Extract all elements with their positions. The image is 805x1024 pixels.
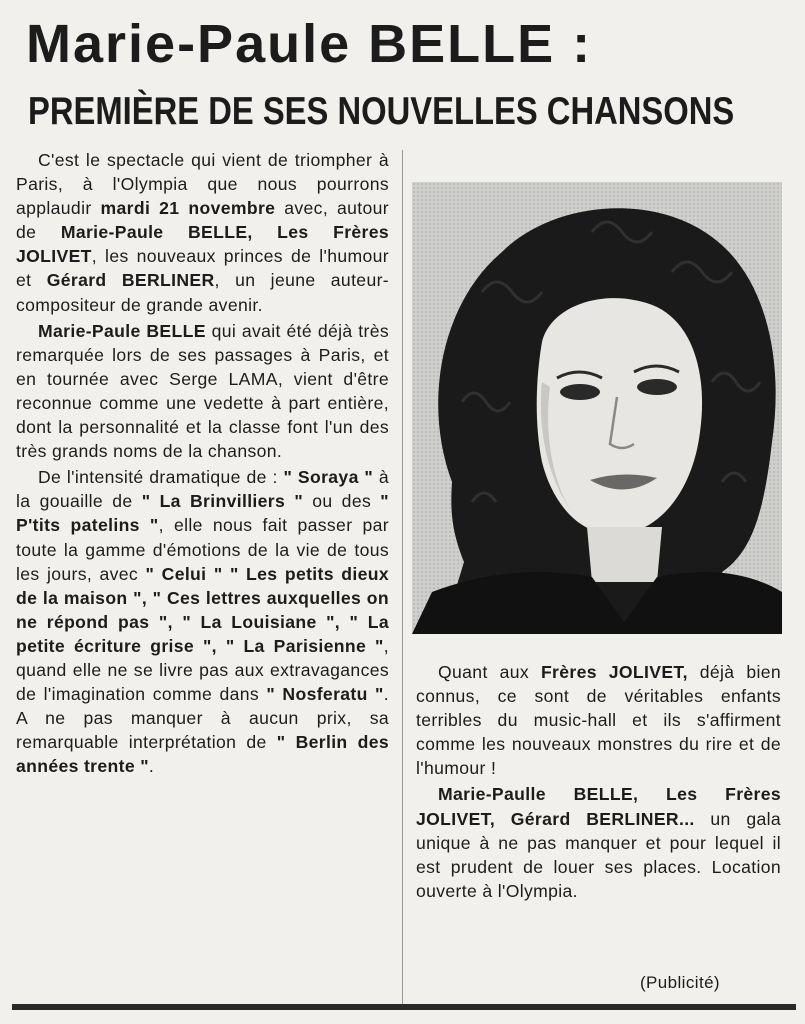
portrait-photo — [412, 182, 782, 634]
text: avec, autour de — [16, 198, 390, 243]
headline-title: Marie-Paule BELLE : — [26, 14, 593, 74]
bold-text: " La Brinvilliers " — [141, 491, 304, 512]
text: qui avait été déjà très remarquée lors de ses passages à Paris, et en tournée avec Serge LAMA, vient d'être reconnue comme une vedette à part entière, dont la personnalité et la classe font l'un des très grands noms de la chanson. — [16, 320, 389, 462]
bold-text: " Soraya " — [283, 467, 374, 488]
paragraph-songs — [16, 465, 389, 778]
bold-text: " Berlin des années trente " — [16, 732, 389, 777]
text: à la gouaille de — [16, 467, 389, 512]
text: . — [148, 756, 155, 777]
paragraph-gala — [416, 782, 781, 902]
text: , elle nous fait passer par toute la gamme d'émotions de la vie de tous les jours, avec — [16, 515, 389, 584]
bold-text: Gérard BERLINER — [46, 270, 215, 291]
text: C'est le spectacle qui vient de triompher à Paris, à l'Olympia que nous pourrons applaudir — [16, 150, 389, 219]
text: , un jeune auteur-compositeur de grande avenir. — [16, 270, 389, 315]
text: , les nouveaux princes de l'humour et — [16, 246, 389, 291]
right-column — [416, 660, 781, 903]
bold-text: Frères JOLIVET, — [540, 662, 688, 682]
bold-text: Marie-Paule BELLE, Les Frères JOLIVET — [16, 222, 389, 267]
bold-text: " Celui " " Les petits dieux de la maison ", " Ces lettres auxquelles on ne répond pas ", " La Louisiane ", " La petite écriture grise ", " La Parisienne " — [16, 563, 389, 656]
paragraph-intro — [16, 148, 389, 317]
paragraph-jolivet — [416, 660, 781, 780]
text: ou des — [303, 491, 381, 512]
advertisement-credit: (Publicité) — [640, 973, 720, 992]
text: . A ne pas manquer à aucun prix, sa remarquable interprétation de — [16, 684, 389, 753]
bold-text: " Nosferatu " — [266, 684, 384, 705]
bold-text: " P'tits patelins " — [16, 491, 389, 536]
text: De l'intensité dramatique de : — [38, 467, 284, 488]
bold-text: Marie-Paulle BELLE, Les Frères JOLIVET, Gérard BERLINER... — [416, 784, 781, 829]
text: déjà bien connus, ce sont de véritables enfants terribles du music-hall et ils s'affirment comme les nouveaux monstres du rire et de l'humour ! — [416, 662, 781, 779]
headline-subtitle: PREMIÈRE DE SES NOUVELLES CHANSONS — [28, 90, 735, 133]
column-divider — [402, 150, 403, 1005]
text: , quand elle ne se livre pas aux extravagances de l'imagination comme dans — [16, 635, 389, 705]
bold-text: mardi 21 novembre — [100, 198, 276, 219]
bottom-rule — [12, 1004, 796, 1010]
bold-text: Marie-Paule BELLE — [38, 320, 206, 341]
left-column — [16, 148, 389, 778]
text: Quant aux — [438, 662, 541, 682]
paragraph-belle — [16, 319, 389, 464]
text: un gala unique à ne pas manquer et pour lequel il est prudent de louer ses places. Location ouverte à l'Olympia. — [416, 808, 781, 901]
